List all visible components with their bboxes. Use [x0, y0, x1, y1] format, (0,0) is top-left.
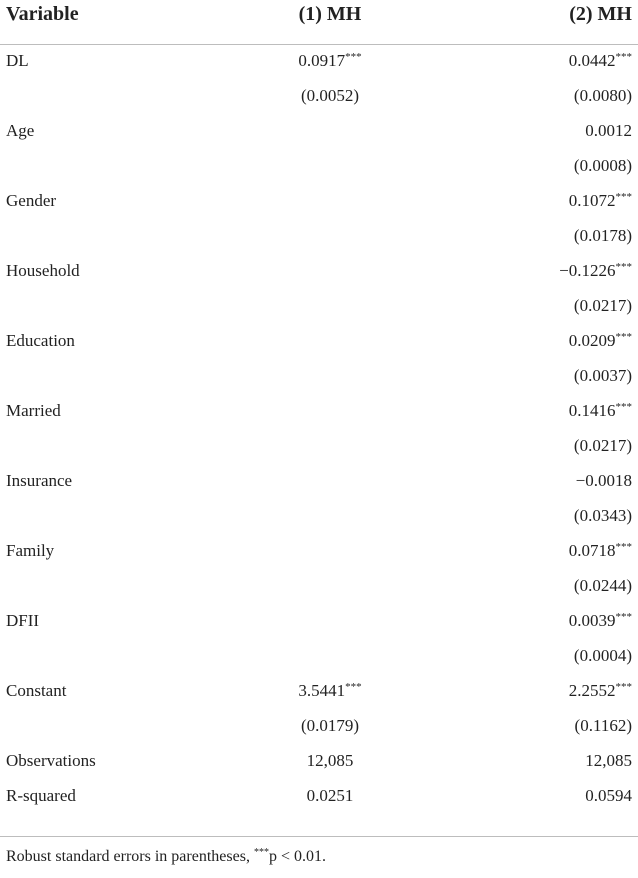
table-footnote	[6, 848, 326, 866]
model-2-value	[559, 261, 632, 281]
row-label: Gender	[6, 191, 57, 210]
table-row	[0, 289, 638, 324]
cell-number: 0.0718	[568, 541, 616, 560]
cell-number: (0.0037)	[573, 366, 632, 385]
row-label: Observations	[6, 751, 96, 770]
footnote-significance: ***	[253, 847, 269, 858]
row-label: Insurance	[6, 471, 73, 490]
cell-number: (0.0179)	[300, 716, 360, 735]
cell-number: (0.0217)	[573, 436, 632, 455]
table-row	[0, 324, 638, 359]
cell-number: 0.0251	[306, 786, 354, 805]
significance-marker: ***	[615, 191, 632, 203]
significance-marker: ***	[615, 541, 632, 553]
table-row	[0, 639, 638, 674]
cell-number: −0.0018	[575, 471, 632, 490]
significance-marker: ***	[615, 401, 632, 413]
row-label: Constant	[6, 681, 67, 700]
cell-number: 0.1416	[568, 401, 616, 420]
significance-marker: ***	[615, 611, 632, 623]
cell-number: 0.1072	[568, 191, 616, 210]
significance-marker: ***	[345, 51, 362, 63]
model-2-value	[585, 751, 632, 771]
significance-marker: ***	[615, 51, 632, 63]
model-2-value	[574, 156, 632, 176]
row-label: Education	[6, 331, 75, 350]
table-row	[0, 429, 638, 464]
header-variable: Variable	[6, 3, 79, 25]
row-label: Family	[6, 541, 55, 560]
table-row	[0, 394, 638, 429]
row-label: DFII	[6, 611, 40, 630]
cell-number: (0.0178)	[573, 226, 632, 245]
table-row	[0, 184, 638, 219]
table-row	[0, 499, 638, 534]
bottom-rule	[0, 836, 638, 837]
cell-number: 0.0917	[298, 51, 346, 70]
significance-marker: ***	[615, 331, 632, 343]
table-row	[0, 464, 638, 499]
cell-number: (0.1162)	[574, 716, 632, 735]
model-2-value	[574, 436, 632, 456]
cell-number: −0.1226	[559, 261, 616, 280]
model-2-value	[585, 786, 632, 806]
table-row	[0, 569, 638, 604]
model-1-value	[270, 716, 390, 736]
table-header	[0, 0, 638, 44]
cell-number: 12,085	[306, 751, 354, 770]
table-row	[0, 534, 638, 569]
cell-number: (0.0244)	[573, 576, 632, 595]
model-2-value	[574, 506, 632, 526]
table-row	[0, 359, 638, 394]
cell-number: 3.5441	[298, 681, 346, 700]
cell-number: 0.0209	[568, 331, 616, 350]
cell-number: 0.0012	[585, 121, 632, 140]
row-label: Married	[6, 401, 61, 420]
cell-number: 0.0594	[585, 786, 632, 805]
footnote-suffix: p < 0.01.	[268, 848, 326, 865]
model-2-value	[585, 121, 632, 141]
cell-number: 2.2552	[568, 681, 616, 700]
table-row	[0, 149, 638, 184]
model-1-value	[270, 51, 390, 71]
cell-number: (0.0004)	[573, 646, 632, 665]
model-1-value	[270, 751, 390, 771]
model-2-value	[569, 51, 632, 71]
table-row	[0, 744, 638, 779]
model-2-value	[569, 681, 632, 701]
header-model-2: (2) MH	[569, 3, 632, 25]
model-1-value	[270, 86, 390, 106]
cell-number: (0.0343)	[573, 506, 632, 525]
model-2-value	[574, 296, 632, 316]
table-body	[0, 44, 638, 814]
model-2-value	[576, 471, 632, 491]
model-2-value	[569, 541, 632, 561]
significance-marker: ***	[615, 261, 632, 273]
table-row	[0, 44, 638, 79]
model-2-value	[569, 611, 632, 631]
cell-number: 12,085	[585, 751, 632, 770]
table-row	[0, 779, 638, 814]
model-1-value	[270, 786, 390, 806]
table-row	[0, 114, 638, 149]
cell-number: (0.0080)	[573, 86, 632, 105]
cell-number: (0.0052)	[300, 86, 360, 105]
cell-number: (0.0217)	[573, 296, 632, 315]
model-2-value	[574, 86, 632, 106]
footnote-prefix: Robust standard errors in parentheses,	[6, 848, 254, 865]
model-2-value	[574, 226, 632, 246]
cell-number: (0.0008)	[573, 156, 632, 175]
table-row	[0, 604, 638, 639]
table-row	[0, 79, 638, 114]
cell-number: 0.0442	[568, 51, 616, 70]
model-2-value	[569, 191, 632, 211]
significance-marker: ***	[615, 681, 632, 693]
model-2-value	[575, 716, 632, 736]
table-row	[0, 219, 638, 254]
model-2-value	[574, 576, 632, 596]
row-label: Age	[6, 121, 35, 140]
header-model-1: (1) MH	[298, 3, 362, 25]
model-2-value	[569, 331, 632, 351]
model-2-value	[574, 366, 632, 386]
significance-marker: ***	[345, 681, 362, 693]
model-2-value	[569, 401, 632, 421]
cell-number: 0.0039	[568, 611, 616, 630]
model-1-value	[270, 681, 390, 701]
model-2-value	[574, 646, 632, 666]
row-label: Household	[6, 261, 80, 280]
row-label: DL	[6, 51, 29, 70]
row-label: R-squared	[6, 786, 76, 805]
table-row	[0, 254, 638, 289]
table-row	[0, 709, 638, 744]
table-row	[0, 674, 638, 709]
